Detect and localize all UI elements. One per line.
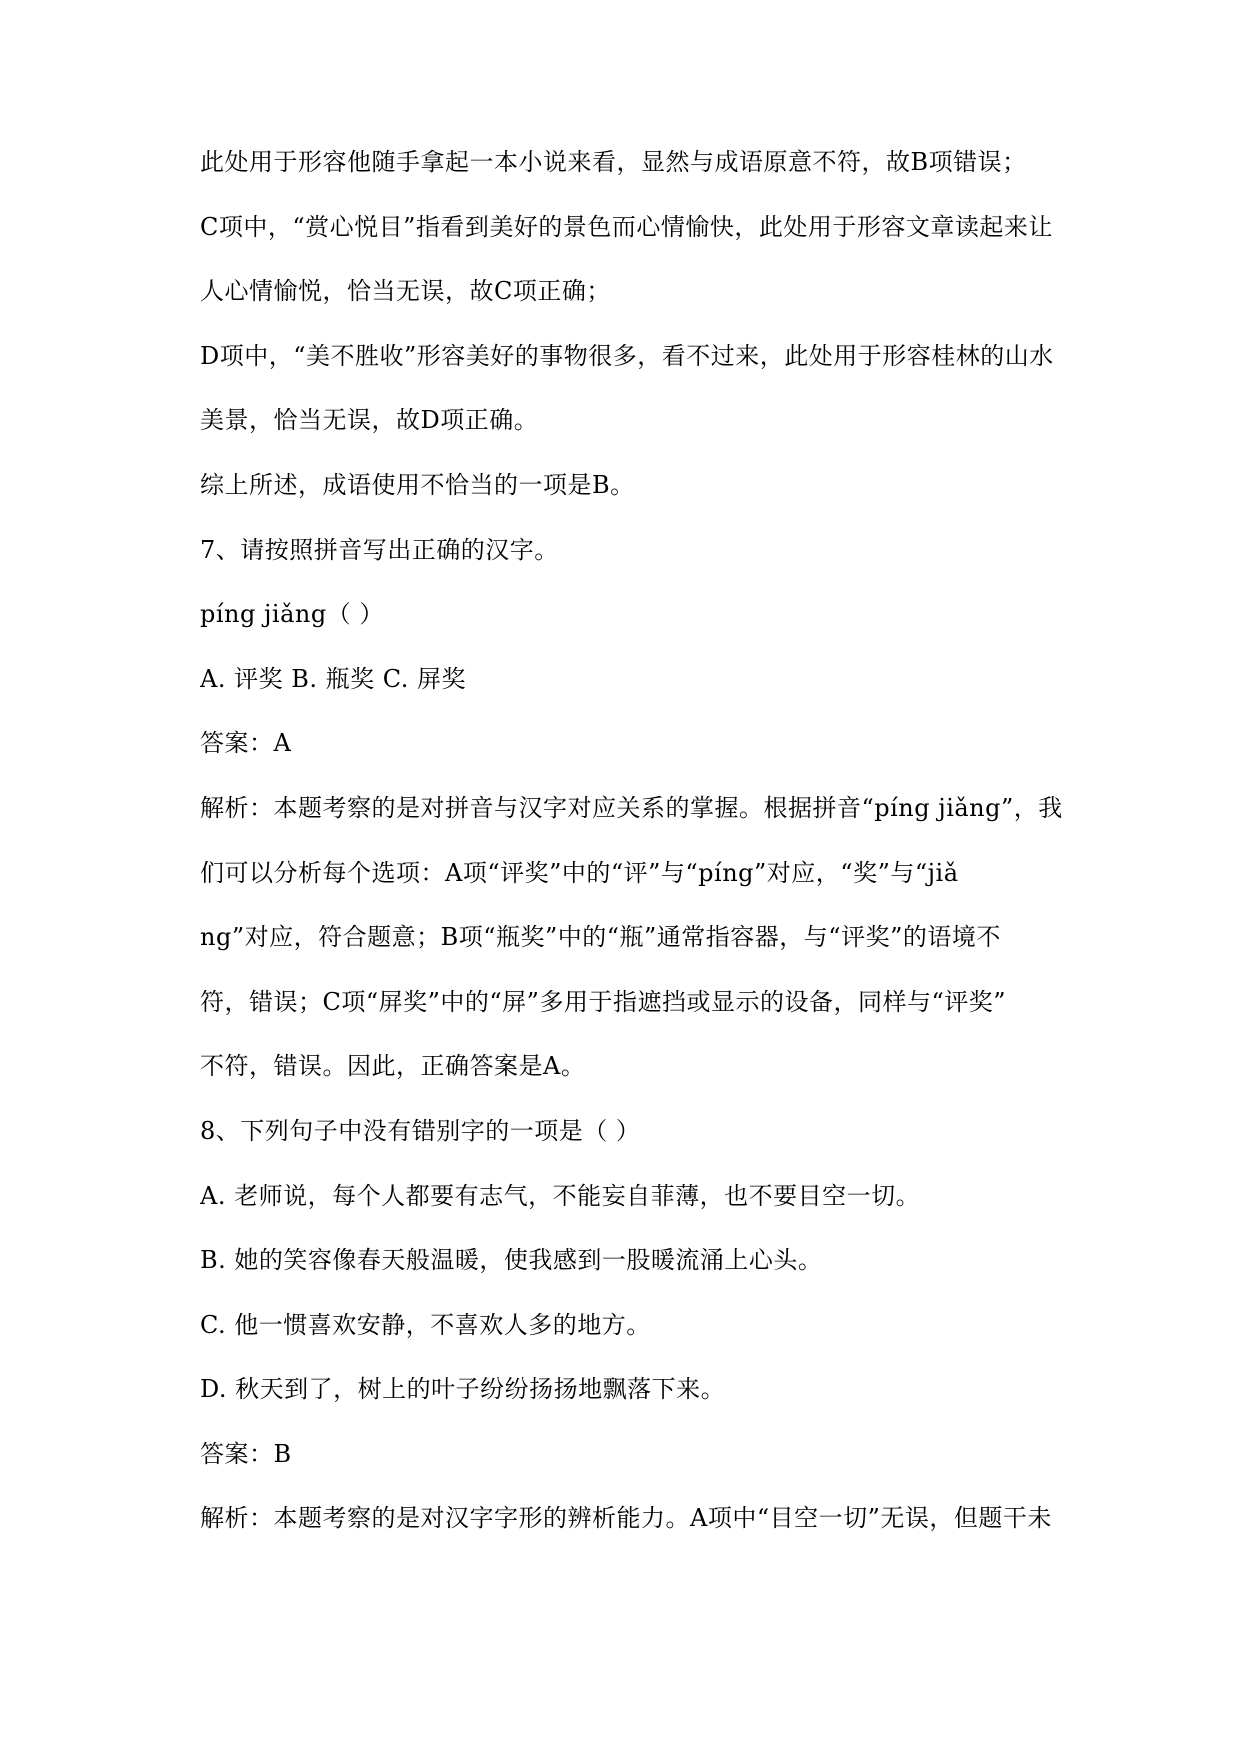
text-line-option-c-analysis: C项中，“赏心悦目”指看到美好的景色而心情愉快，此处用于形容文章读起来让 <box>200 212 1053 241</box>
question-8-analysis-1: 解析：本题考察的是对汉字字形的辨析能力。A项中“目空一切”无误，但题干未 <box>200 1504 1052 1533</box>
document-page <box>200 142 1100 1563</box>
question-8-title: 8、下列句子中没有错别字的一项是（ ） <box>200 1116 641 1145</box>
question-7-options: A. 评奖 B. 瓶奖 C. 屏奖 <box>200 664 467 693</box>
question-7-pinyin: píng jiǎng（ ） <box>200 600 384 629</box>
question-7-title: 7、请按照拼音写出正确的汉字。 <box>200 535 559 564</box>
text-line-option-d-analysis: D项中，“美不胜收”形容美好的事物很多，看不过来，此处用于形容桂林的山水 <box>200 341 1054 370</box>
question-7-analysis-4: 符，错误；C项“屏奖”中的“屏”多用于指遮挡或显示的设备，同样与“评奖” <box>200 987 1006 1016</box>
question-7-analysis-2: 们可以分析每个选项：A项“评奖”中的“评”与“píng”对应，“奖”与“jiǎ <box>200 858 959 887</box>
question-7-analysis-1: 解析：本题考察的是对拼音与汉字对应关系的掌握。根据拼音“píng jiǎng”，我 <box>200 793 1063 822</box>
question-8-answer: 答案：B <box>200 1439 292 1468</box>
text-line-summary: 综上所述，成语使用不恰当的一项是B。 <box>200 470 635 499</box>
question-8-option-c: C. 他一惯喜欢安静，不喜欢人多的地方。 <box>200 1310 651 1339</box>
question-8-option-a: A. 老师说，每个人都要有志气，不能妄自菲薄，也不要目空一切。 <box>200 1181 921 1210</box>
question-7-analysis-3: ng”对应，符合题意；B项“瓶奖”中的“瓶”通常指容器，与“评奖”的语境不 <box>200 923 1001 952</box>
text-line-option-c-analysis-cont: 人心情愉悦，恰当无误，故C项正确； <box>200 277 611 306</box>
question-7-answer: 答案：A <box>200 729 292 758</box>
question-8-option-d: D. 秋天到了，树上的叶子纷纷扬扬地飘落下来。 <box>200 1375 726 1404</box>
text-line-prev-b-conclusion: 此处用于形容他随手拿起一本小说来看，显然与成语原意不符，故B项错误； <box>200 148 1027 176</box>
text-line-option-d-analysis-cont: 美景，恰当无误，故D项正确。 <box>200 406 539 435</box>
question-8-option-b: B. 她的笑容像春天般温暖，使我感到一股暖流涌上心头。 <box>200 1246 823 1275</box>
question-7-analysis-5: 不符，错误。因此，正确答案是A。 <box>200 1052 586 1081</box>
